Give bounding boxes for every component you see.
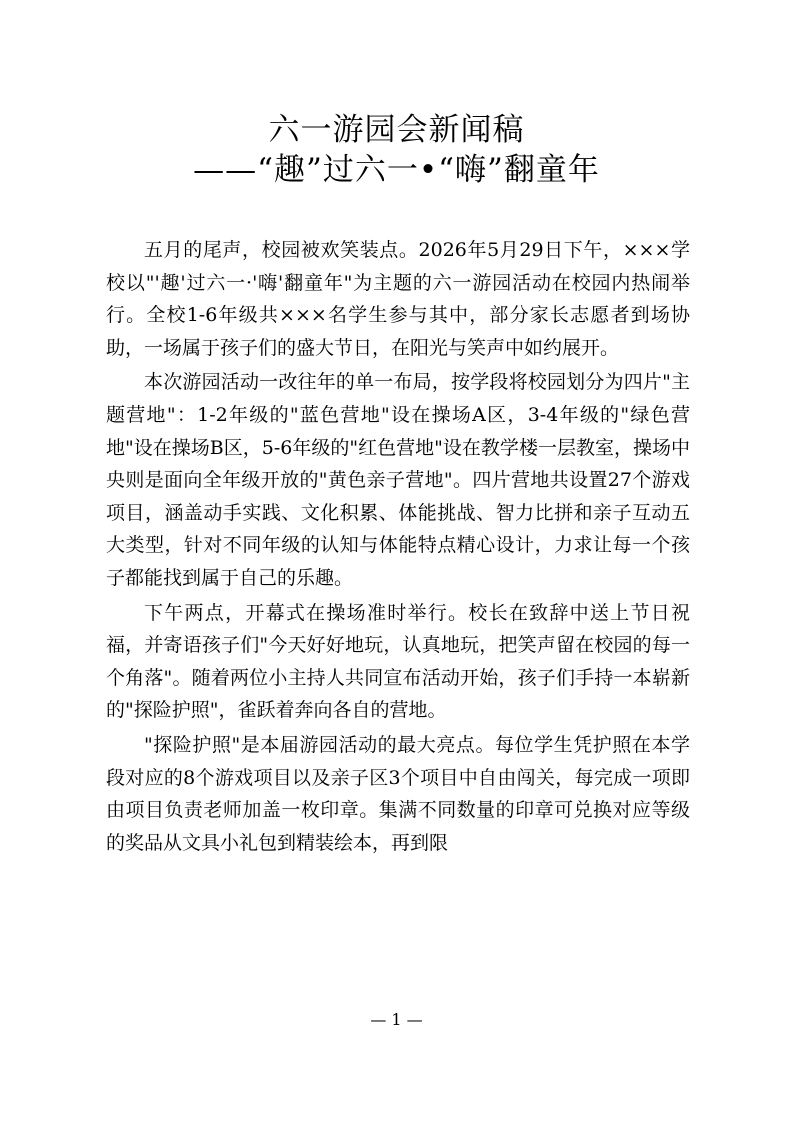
title-block (0, 110, 793, 190)
paragraph: 五月的尾声，校园被欢笑装点。2026年5月29日下午，×××学校以"'趣'过六一·'嗨'翻童年"为主题的六一游园活动在校园内热闹举行。全校1-6年级共×××名学生参与其中，部分家长志愿者到场协助，一场属于孩子们的盛大节日，在阳光与笑声中如约展开。 (106, 239, 690, 359)
article-body (106, 234, 690, 861)
document-title: 六一游园会新闻稿 (268, 112, 525, 148)
page-number: — 1 — (370, 1010, 423, 1029)
paragraph: 本次游园活动一改往年的单一布局，按学段将校园划分为四片"主题营地"：1-2年级的"蓝色营地"设在操场A区，3-4年级的"绿色营地"设在操场B区，5-6年级的"红色营地"设在教学楼一层教室，操场中央则是面向全年级开放的"黄色亲子营地"。四片营地共设置27个游戏项目，涵盖动手实践、文化积累、体能挑战、智力比拼和亲子互动五大类型，针对不同年级的认知与体能特点精心设计，力求让每一个孩子都能找到属于自己的乐趣。 (106, 371, 690, 589)
document-subtitle: ——“趣”过六一•“嗨”翻童年 (193, 152, 600, 188)
paragraph: "探险护照"是本届游园活动的最大亮点。每位学生凭护照在本学段对应的8个游戏项目以及亲子区3个项目中自由闯关，每完成一项即由项目负责老师加盖一枚印章。集满不同数量的印章可兑换对应等级的奖品从文具小礼包到精装绘本，再到限 (106, 733, 690, 854)
paragraph: 下午两点，开幕式在操场准时举行。校长在致辞中送上节日祝福，并寄语孩子们"今天好好地玩，认真地玩，把笑声留在校园的每一个角落"。随着两位小主持人共同宣布活动开始，孩子们手持一本崭新的"探险护照"，雀跃着奔向各自的营地。 (106, 601, 690, 722)
